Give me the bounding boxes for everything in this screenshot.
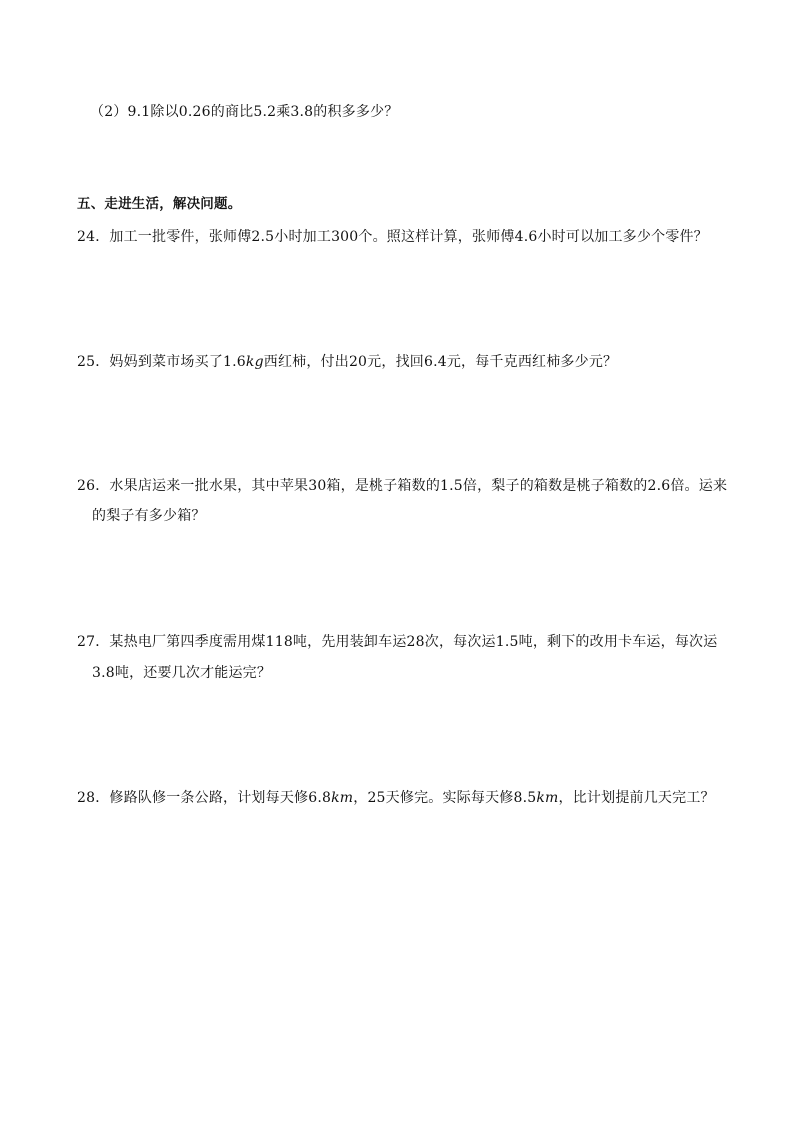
question-27-line2: 3.8吨，还要几次才能运完？: [92, 665, 272, 681]
question-28-text-a: 28．修路队修一条公路，计划每天修6.8: [77, 790, 332, 806]
sub-question-2: （2）9.1除以0.26的商比5.2乘3.8的积多多少？: [90, 104, 399, 120]
question-27-line1: 27．某热电厂第四季度需用煤118吨，先用装卸车运28次，每次运1.5吨，剩下的改用卡车运，每次运: [77, 634, 718, 650]
question-25: [77, 353, 617, 371]
question-28-unit-1: km: [331, 790, 354, 806]
question-28: [77, 789, 715, 807]
question-26-line1: 26．水果店运来一批水果，其中苹果30箱，是桃子箱数的1.5倍，梨子的箱数是桃子箱数的2.6倍。运来: [77, 478, 728, 494]
question-25-text-a: 25．妈妈到菜市场买了1.6: [77, 354, 246, 370]
question-28-unit-2: km: [536, 790, 559, 806]
question-25-text-b: 西红柿，付出20元，找回6.4元，每千克西红柿多少元？: [263, 354, 618, 370]
question-25-unit: kg: [245, 354, 264, 370]
question-24: 24．加工一批零件，张师傅2.5小时加工300个。照这样计算，张师傅4.6小时可以加工多少个零件？: [77, 229, 708, 245]
section-heading: 五、走进生活，解决问题。: [77, 196, 242, 212]
question-28-text-c: ，比计划提前几天完工？: [558, 790, 715, 806]
question-28-text-b: ，25天修完。实际每天修8.5: [353, 790, 537, 806]
question-26-line2: 的梨子有多少箱？: [92, 508, 206, 524]
